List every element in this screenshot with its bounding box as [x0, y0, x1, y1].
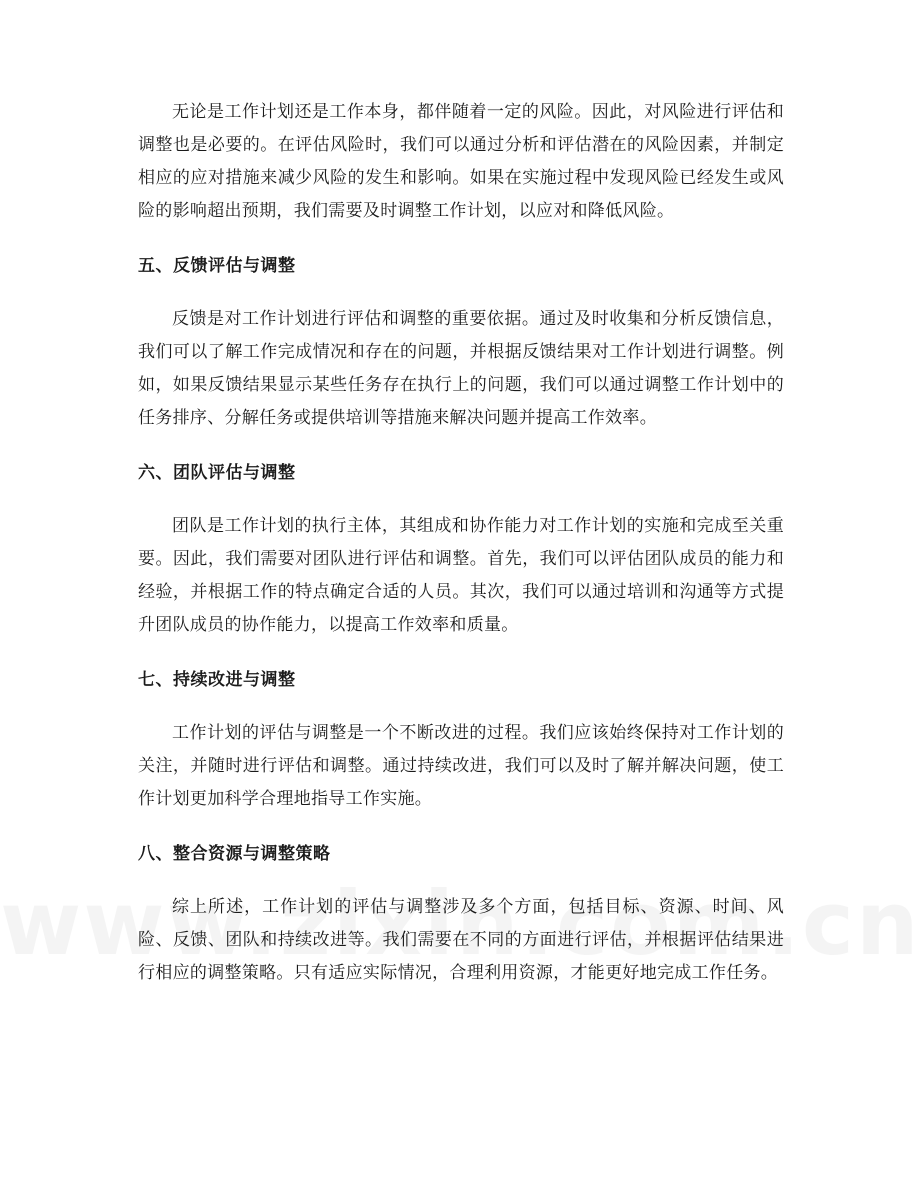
section-heading-6: 六、团队评估与调整: [138, 463, 296, 483]
document-page: [138, 96, 784, 990]
section-paragraph-8: 综上所述，工作计划的评估与调整涉及多个方面，包括目标、资源、时间、风险、反馈、团队和持续改进等。我们需要在不同的方面进行评估，并根据评估结果进行相应的调整策略。只有适应实际情况，合理利用资源，才能更好地完成工作任务。: [138, 897, 784, 983]
intro-paragraph: 无论是工作计划还是工作本身，都伴随着一定的风险。因此，对风险进行评估和调整也是必要的。在评估风险时，我们可以通过分析和评估潜在的风险因素，并制定相应的应对措施来减少风险的发生和影响。如果在实施过程中发现风险已经发生或风险的影响超出预期，我们需要及时调整工作计划，以应对和降低风险。: [138, 102, 784, 221]
section-paragraph-6: 团队是工作计划的执行主体，其组成和协作能力对工作计划的实施和完成至关重要。因此，我们需要对团队进行评估和调整。首先，我们可以评估团队成员的能力和经验，并根据工作的特点确定合适的人员。其次，我们可以通过培训和沟通等方式提升团队成员的协作能力，以提高工作效率和质量。: [138, 516, 784, 635]
section-paragraph-7: 工作计划的评估与调整是一个不断改进的过程。我们应该始终保持对工作计划的关注，并随时进行评估和调整。通过持续改进，我们可以及时了解并解决问题，使工作计划更加科学合理地指导工作实施。: [138, 723, 784, 809]
section-paragraph-5: 反馈是对工作计划进行评估和调整的重要依据。通过及时收集和分析反馈信息，我们可以了解工作完成情况和存在的问题，并根据反馈结果对工作计划进行调整。例如，如果反馈结果显示某些任务存在执行上的问题，我们可以通过调整工作计划中的任务排序、分解任务或提供培训等措施来解决问题并提高工作效率。: [138, 309, 784, 428]
section-heading-7: 七、持续改进与调整: [138, 670, 296, 690]
section-heading-8: 八、整合资源与调整策略: [138, 844, 331, 864]
section-heading-5: 五、反馈评估与调整: [138, 256, 296, 276]
